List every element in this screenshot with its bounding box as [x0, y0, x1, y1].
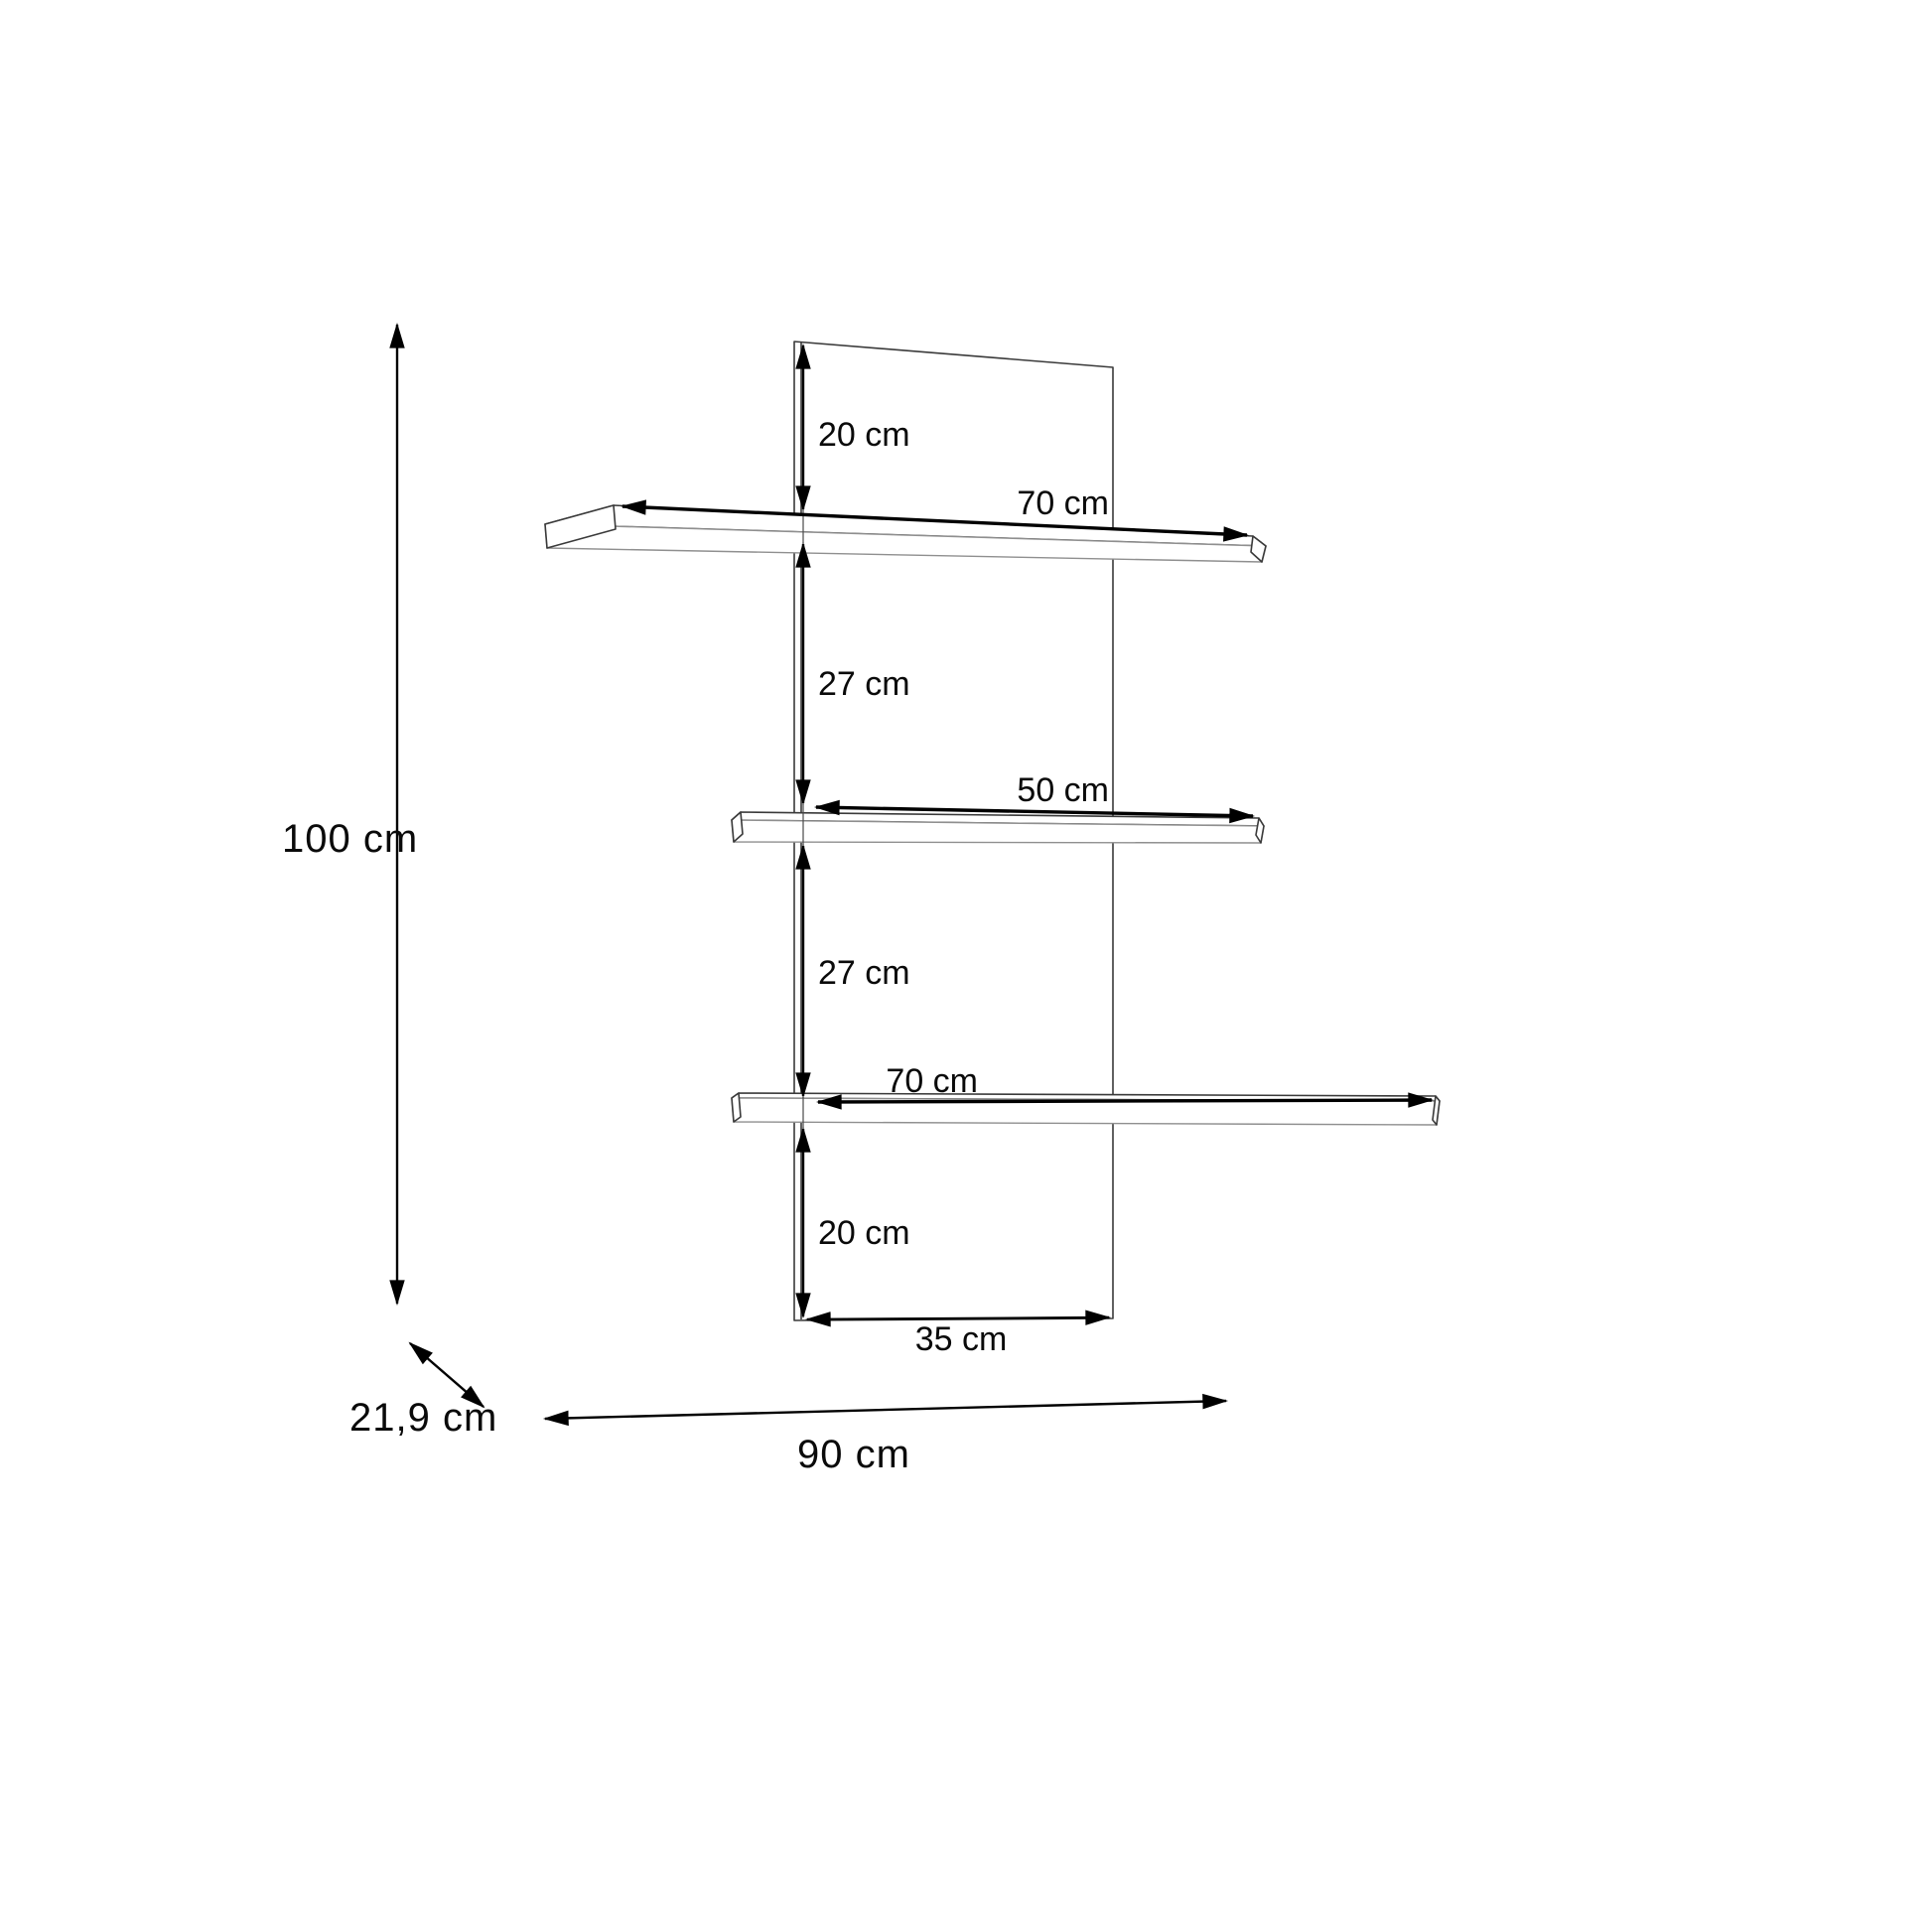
bottom-shelf [732, 1093, 1440, 1125]
bottom-shelf-left-end-face [732, 1093, 741, 1122]
label-depth: 21,9 cm [349, 1396, 498, 1440]
label-top-shelf-length: 70 cm [1017, 484, 1109, 522]
label-total-height: 100 cm [282, 817, 419, 861]
label-bottom-offset: 20 cm [818, 1214, 910, 1252]
label-lower-gap: 27 cm [818, 954, 910, 992]
label-bottom-shelf-length: 70 cm [886, 1062, 978, 1100]
dim-arrow-bottom-shelf-length [818, 1100, 1432, 1102]
label-upper-gap: 27 cm [818, 665, 910, 703]
label-top-offset: 20 cm [818, 416, 910, 454]
label-total-width: 90 cm [797, 1433, 910, 1476]
label-panel-width: 35 cm [914, 1320, 1008, 1358]
middle-shelf [732, 812, 1264, 843]
label-middle-shelf-length: 50 cm [1017, 771, 1109, 809]
